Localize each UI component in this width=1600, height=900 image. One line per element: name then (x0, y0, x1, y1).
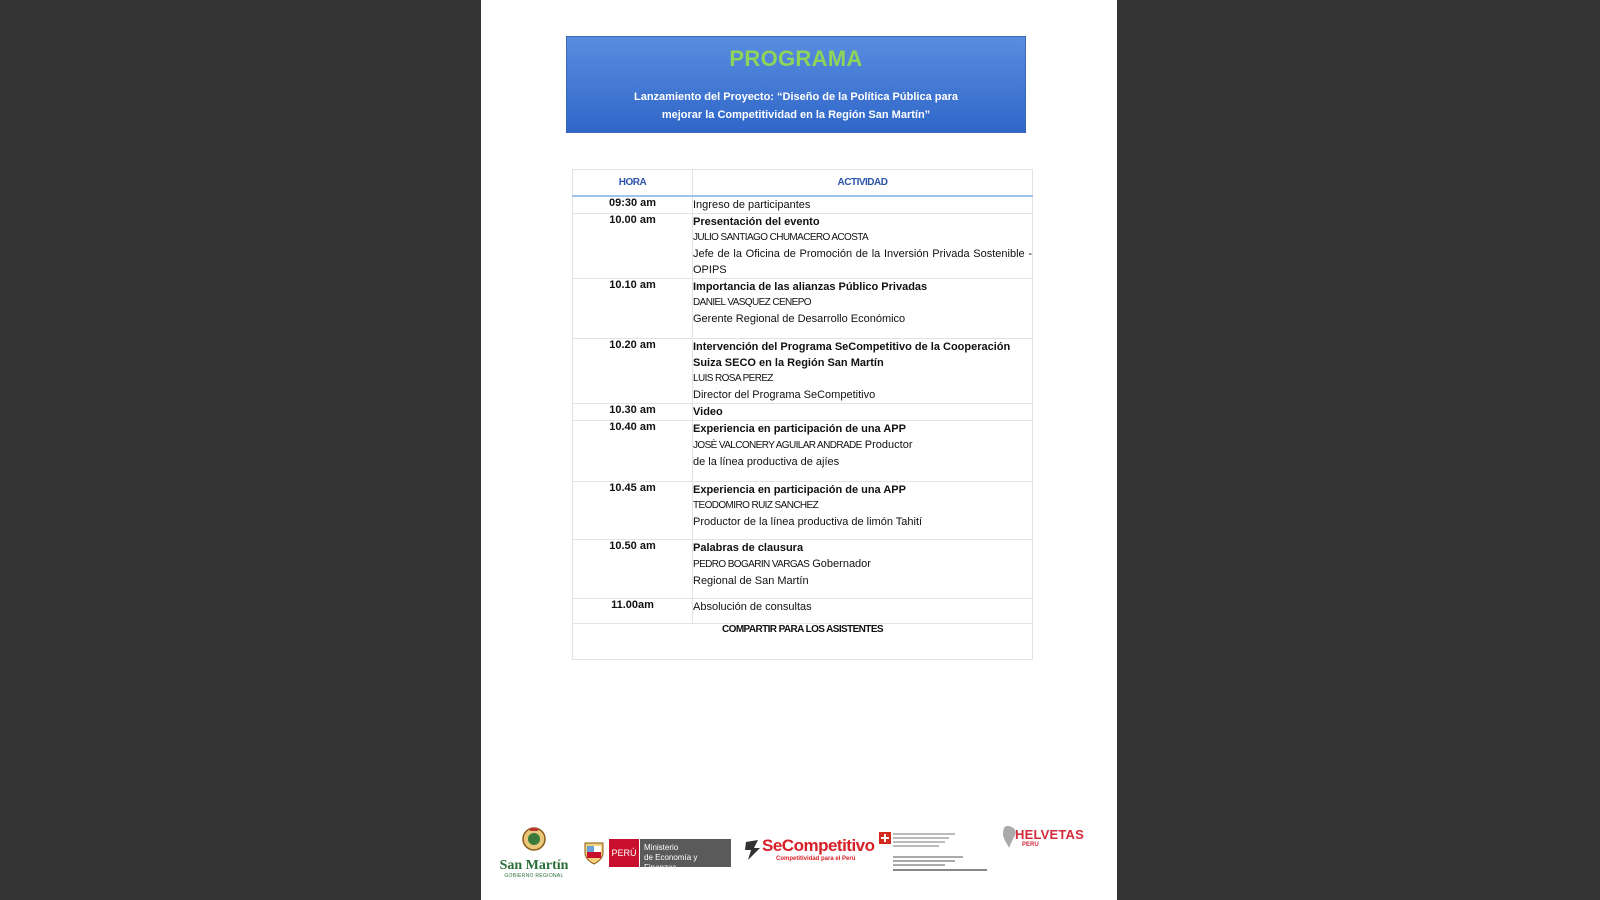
table-header-row (573, 170, 1033, 197)
speaker-role: Productor de la línea productiva de limón Tahití (693, 516, 923, 528)
mef-line2: de Economía y Finanzas (644, 853, 698, 872)
san-martin-crest-icon (499, 826, 569, 854)
peru-shield-icon (583, 840, 605, 866)
table-row (573, 339, 1033, 404)
speaker-name: DANIEL VASQUEZ CENEPO (693, 297, 811, 308)
speaker-role: Gerente Regional de Desarrollo Económico (693, 313, 906, 325)
row-time: 11.00am (573, 599, 693, 624)
speaker-role: de la línea productiva de ajíes (693, 456, 840, 468)
program-table (572, 169, 1033, 660)
row-activity (693, 279, 1033, 339)
san-martin-sub: GOBIERNO REGIONAL (504, 873, 564, 879)
swiss-confederation-logo (879, 832, 991, 876)
speaker-role-inline: Gobernador (812, 558, 871, 570)
activity-title: Intervención del Programa SeCompetitivo de la Cooperación Suiza SECO en la Región San Martín (693, 341, 1011, 369)
row-activity (693, 421, 1033, 482)
speaker-role: Regional de San Martín (693, 575, 809, 587)
peru-label: PERÚ (609, 839, 639, 867)
swiss-flag-icon (879, 832, 891, 844)
row-activity (693, 196, 1033, 214)
speaker-role-inline: Productor (864, 439, 913, 451)
row-activity (693, 214, 1033, 279)
helvetas-name: HELVETAS (1015, 827, 1085, 842)
speaker-name: JOSÈ VALCONERY AGUILAR ANDRADE (693, 440, 862, 451)
row-time: 10.20 am (573, 339, 693, 404)
table-row (573, 540, 1033, 599)
banner-subtitle-line2: mejorar la Competitividad en la Región San Martín” (661, 109, 931, 121)
row-time: 09:30 am (573, 196, 693, 214)
san-martin-name: San Martín (499, 858, 569, 873)
helvetas-logo (1001, 825, 1091, 855)
mef-line1: Ministerio (644, 843, 679, 852)
activity-text: Ingreso de participantes (693, 199, 811, 211)
speaker-name: TEODOMIRO RUIZ SANCHEZ (693, 500, 819, 511)
banner-subtitle (616, 88, 976, 124)
row-time: 10.50 am (573, 540, 693, 599)
row-activity (693, 404, 1033, 421)
swiss-text-lines-icon (893, 832, 993, 874)
row-activity (693, 339, 1033, 404)
row-time: 10.30 am (573, 404, 693, 421)
secompetitivo-logo (744, 836, 875, 870)
speaker-name: LUIS ROSA PEREZ (693, 373, 773, 384)
san-martin-logo (499, 826, 569, 878)
secompetitivo-name: SeCompetitivo (762, 836, 875, 855)
sponsor-logos (481, 820, 1117, 880)
banner-subtitle-line1: Lanzamiento del Proyecto: “Diseño de la Política Pública para (634, 91, 958, 103)
speaker-role: Jefe de la Oficina de Promoción de la Inversión Privada Sostenible - OPIPS (693, 248, 1032, 276)
activity-title: Presentación del evento (693, 216, 820, 228)
row-activity (693, 482, 1033, 540)
activity-title: Experiencia en participación de una APP (693, 484, 906, 496)
secompetitivo-tagline: Competitividad para el Perú (776, 856, 856, 862)
table-row (573, 404, 1033, 421)
table-row (573, 196, 1033, 214)
activity-title: Importancia de las alianzas Público Privadas (693, 281, 928, 293)
table-row (573, 421, 1033, 482)
helvetas-sub: PERU (1022, 842, 1039, 848)
speaker-role: Director del Programa SeCompetitivo (693, 389, 876, 401)
table-row (573, 599, 1033, 624)
program-banner (566, 36, 1026, 133)
header-hora: HORA (573, 170, 693, 197)
table-row (573, 279, 1033, 339)
header-actividad: ACTIVIDAD (693, 170, 1033, 197)
mef-logo (583, 838, 733, 872)
table-footer: COMPARTIR PARA LOS ASISTENTES (573, 624, 1033, 660)
row-activity (693, 599, 1033, 624)
activity-title: Experiencia en participación de una APP (693, 423, 906, 435)
table-row (573, 482, 1033, 540)
speaker-name: JULIO SANTIAGO CHUMACERO ACOSTA (693, 232, 869, 243)
row-time: 10.00 am (573, 214, 693, 279)
activity-title: Video (693, 406, 723, 418)
row-time: 10.10 am (573, 279, 693, 339)
table-row (573, 214, 1033, 279)
banner-title: PROGRAMA (729, 46, 863, 71)
row-time: 10.40 am (573, 421, 693, 482)
speaker-name: PEDRO BOGARIN VARGAS (693, 559, 810, 570)
document-page (481, 0, 1117, 900)
secompetitivo-mark-icon (744, 838, 762, 862)
row-activity (693, 540, 1033, 599)
row-time: 10.45 am (573, 482, 693, 540)
activity-title: Palabras de clausura (693, 542, 804, 554)
table-footer-row (573, 624, 1033, 660)
activity-text: Absolución de consultas (693, 601, 812, 613)
mef-name (640, 839, 731, 872)
